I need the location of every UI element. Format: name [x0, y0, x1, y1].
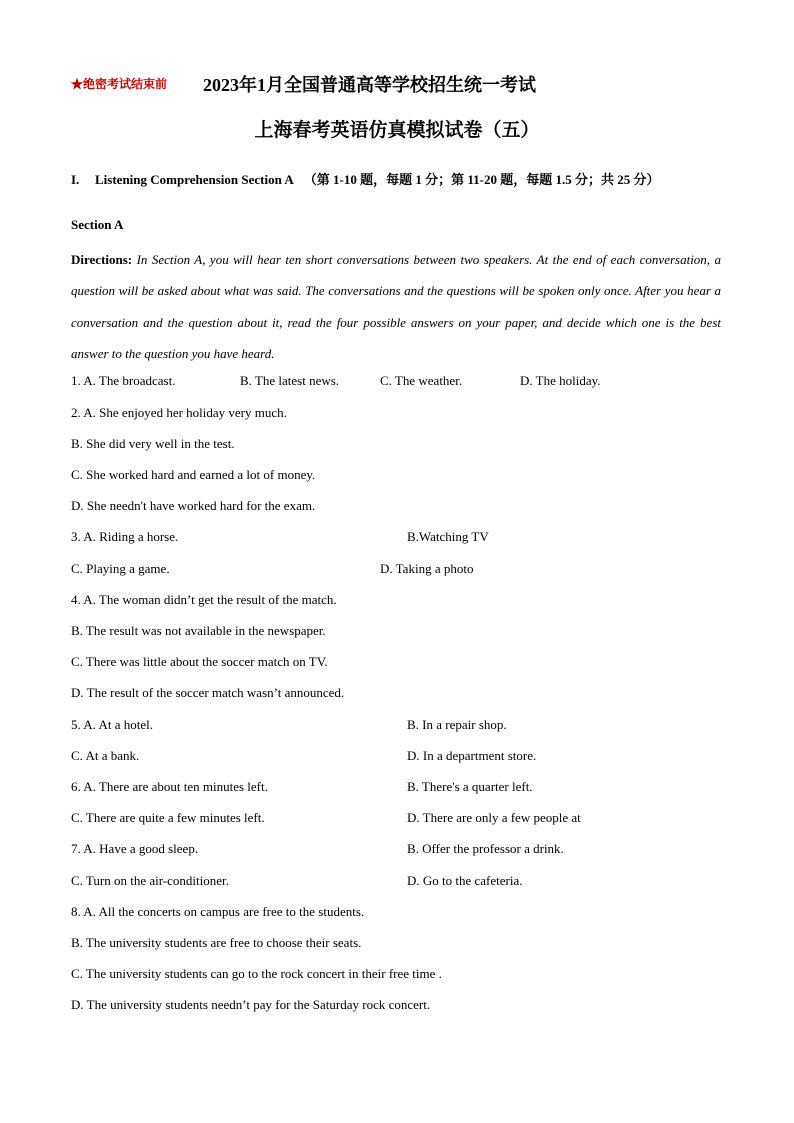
q3-option-a: 3. A. Riding a horse.	[71, 529, 179, 544]
q1-option-d: D. The holiday.	[520, 373, 601, 388]
part-numeral: I.	[71, 172, 80, 187]
section-title: Section A	[71, 217, 124, 232]
q6-option-a: 6. A. There are about ten minutes left.	[71, 779, 268, 794]
q6-option-d: D. There are only a few people at	[407, 810, 581, 825]
q1-option-c: C. The weather.	[380, 373, 463, 388]
q4-option-c: C. There was little about the soccer match on TV.	[71, 654, 328, 669]
q1-option-b: B. The latest news.	[240, 373, 340, 388]
directions-label: Directions:	[71, 252, 133, 267]
q2-option-b: B. She did very well in the test.	[71, 436, 235, 451]
q2-option-a: 2. A. She enjoyed her holiday very much.	[71, 405, 287, 420]
q6-option-b: B. There's a quarter left.	[407, 779, 533, 794]
q1-option-a: 1. A. The broadcast.	[71, 373, 176, 388]
q4-option-a: 4. A. The woman didn’t get the result of the match.	[71, 592, 337, 607]
confidential-mark: ★绝密考试结束前	[71, 77, 168, 91]
q8-option-b: B. The university students are free to choose their seats.	[71, 935, 362, 950]
q7-option-a: 7. A. Have a good sleep.	[71, 841, 199, 856]
q5-option-b: B. In a repair shop.	[407, 717, 507, 732]
q6-option-c: C. There are quite a few minutes left.	[71, 810, 265, 825]
part-heading	[71, 169, 659, 188]
q8-option-a: 8. A. All the concerts on campus are free to the students.	[71, 904, 365, 919]
directions-paragraph	[71, 244, 721, 369]
q5-option-a: 5. A. At a hotel.	[71, 717, 153, 732]
q4-option-b: B. The result was not available in the newspaper.	[71, 623, 326, 638]
part-name: Listening Comprehension Section A	[95, 172, 294, 187]
exam-title: 2023年1月全国普通高等学校招生统一考试	[203, 75, 536, 95]
q5-option-c: C. At a bank.	[71, 748, 140, 763]
q4-option-d: D. The result of the soccer match wasn’t announced.	[71, 685, 345, 700]
directions-text: In Section A, you will hear ten short conversations between two speakers. At the end of each conversation, a question will be asked about what was said. The conversations and the questions will be spoken only once. After you hear a conversation and the question about it, read the four possible answers on your paper, and decide which one is the best answer to the question you have heard.	[71, 252, 721, 361]
q3-option-c: C. Playing a game.	[71, 561, 170, 576]
q7-option-b: B. Offer the professor a drink.	[407, 841, 564, 856]
exam-subtitle: 上海春考英语仿真模拟试卷（五）	[254, 120, 540, 141]
q3-option-d: D. Taking a photo	[380, 561, 474, 576]
q7-option-c: C. Turn on the air-conditioner.	[71, 873, 229, 888]
q2-option-c: C. She worked hard and earned a lot of money.	[71, 467, 316, 482]
q7-option-d: D. Go to the cafeteria.	[407, 873, 523, 888]
part-scoring: （第 1-10 题，每题 1 分；第 11-20 题，每题 1.5 分；共 25 分）	[303, 172, 660, 187]
q2-option-d: D. She needn't have worked hard for the exam.	[71, 498, 316, 513]
q8-option-c: C. The university students can go to the rock concert in their free time .	[71, 966, 442, 981]
q5-option-d: D. In a department store.	[407, 748, 537, 763]
q3-option-b: B.Watching TV	[407, 529, 489, 544]
q8-option-d: D. The university students needn’t pay for the Saturday rock concert.	[71, 997, 431, 1012]
